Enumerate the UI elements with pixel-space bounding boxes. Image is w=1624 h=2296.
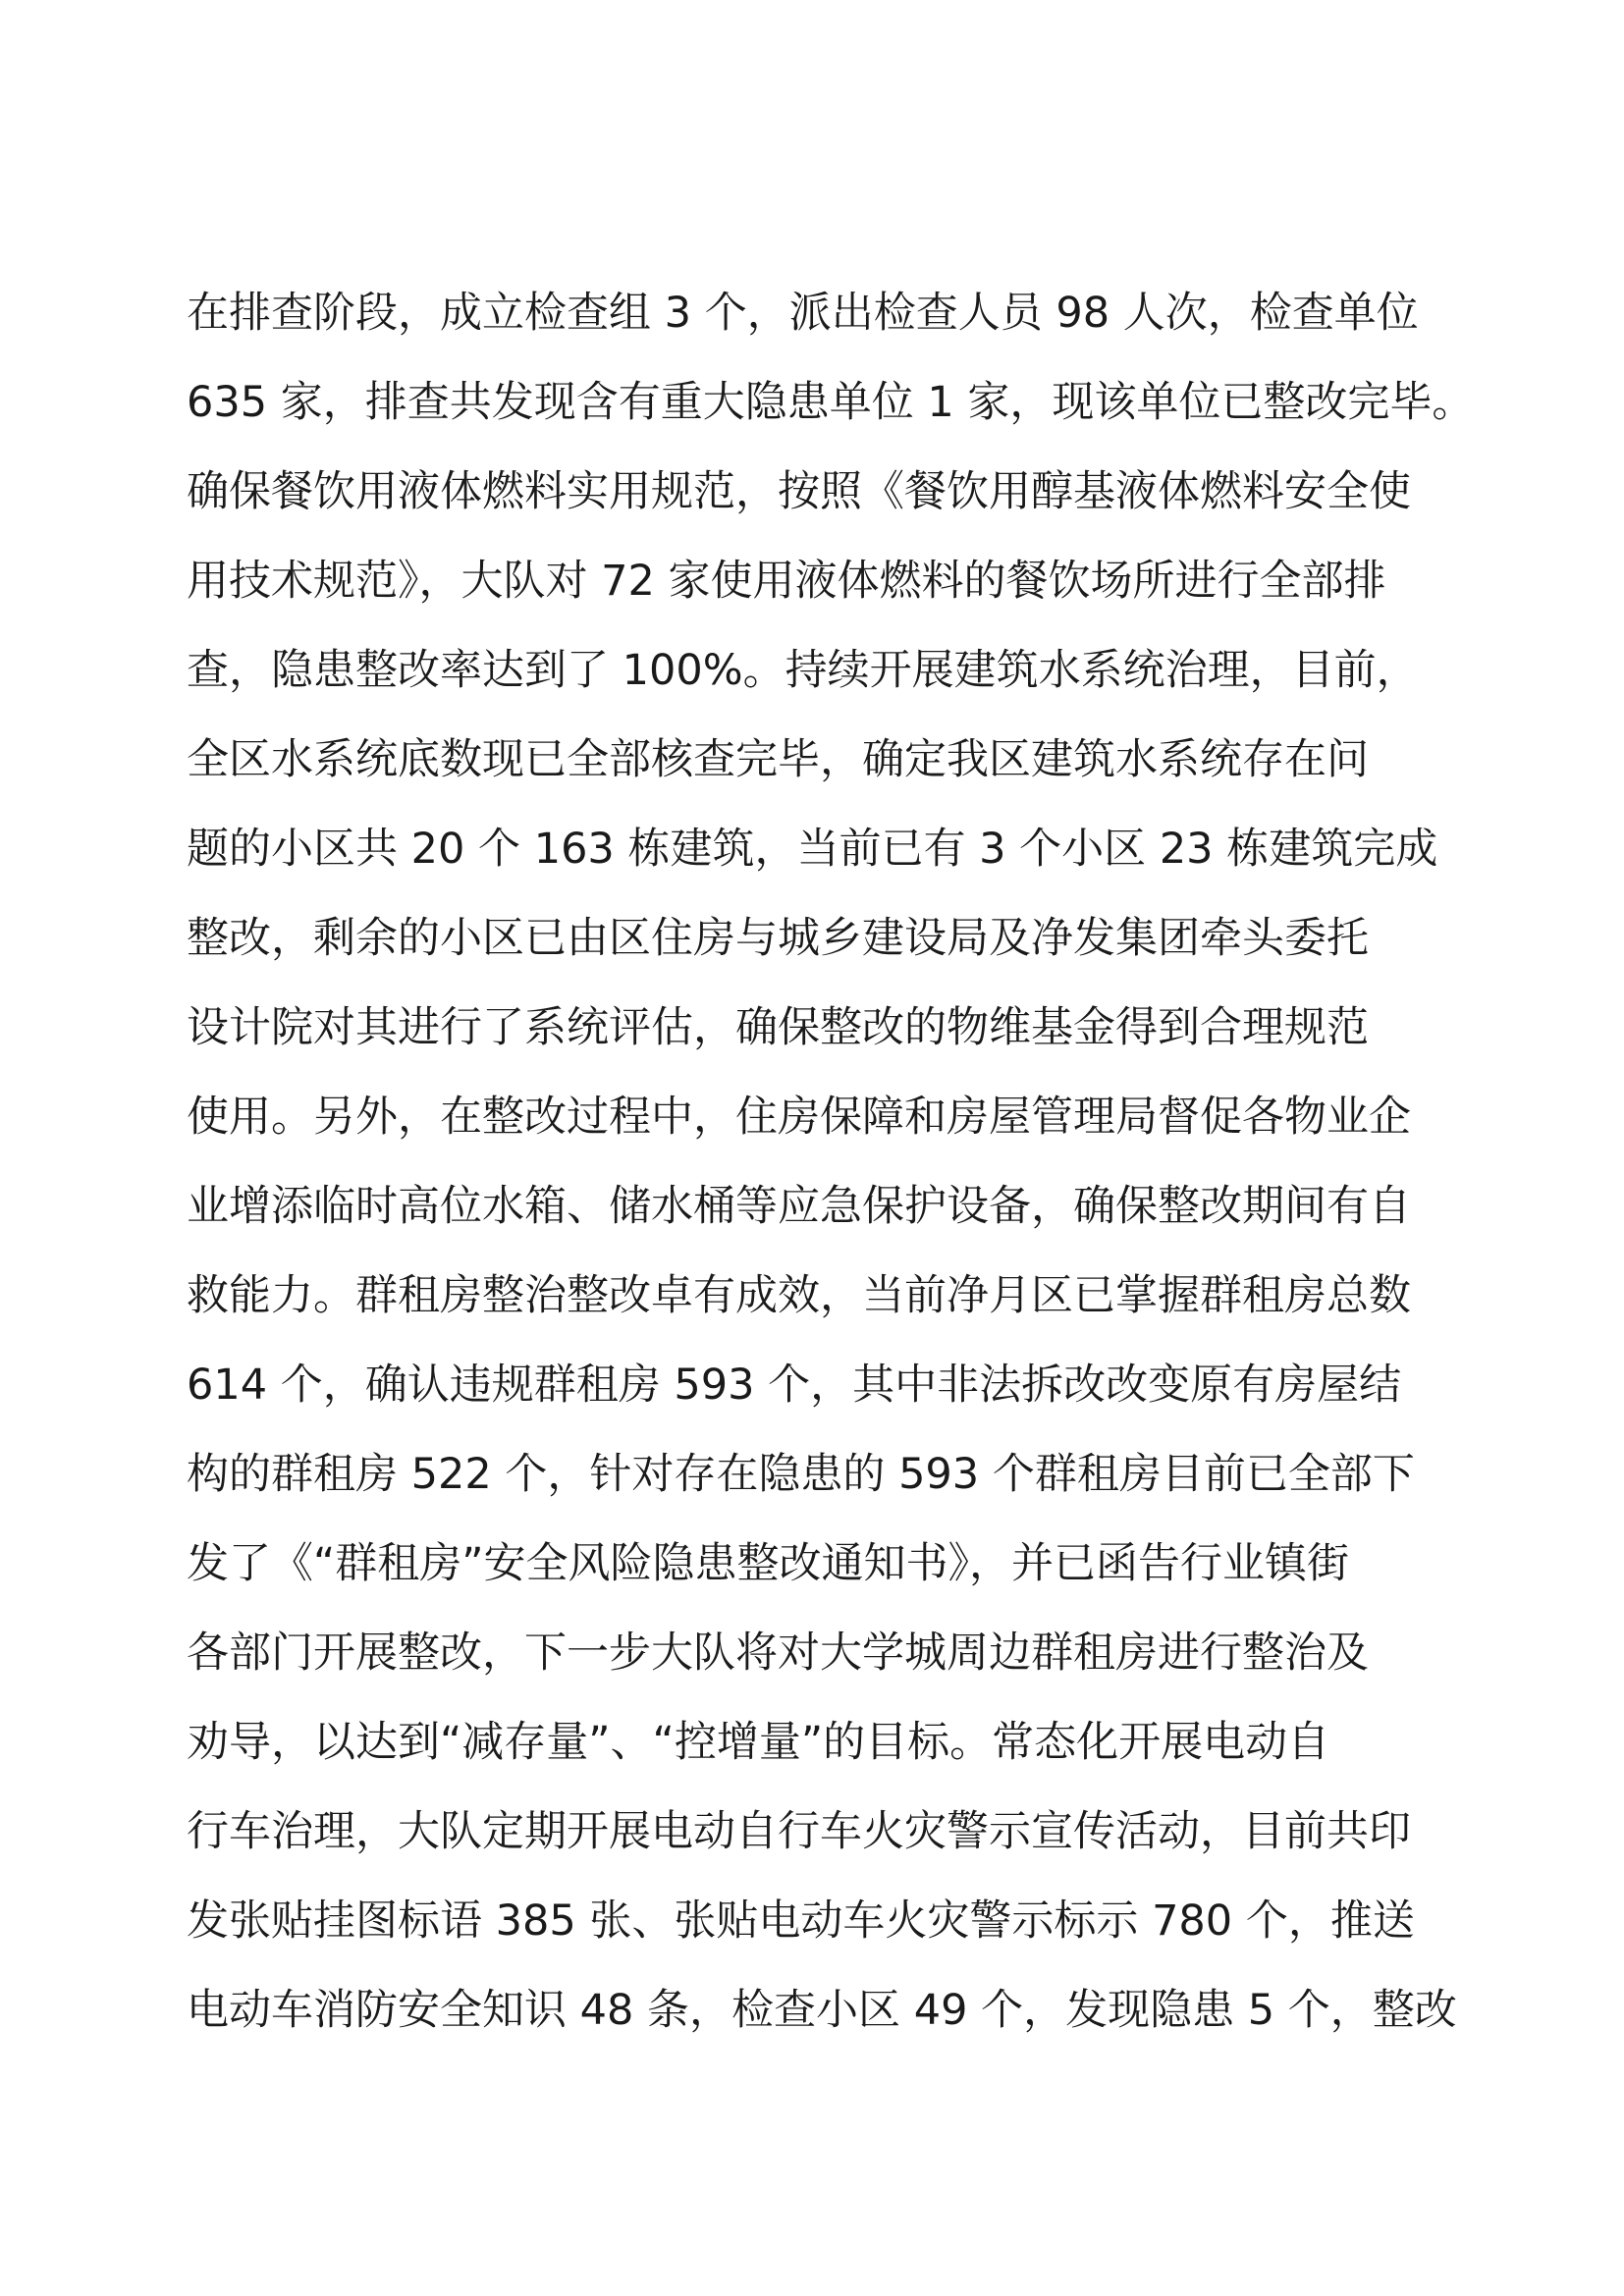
text-line: 635 家，排查共发现含有重大隐患单位 1 家，现该单位已整改完毕。 [187,378,1475,427]
text-line: 业增添临时高位水箱、储水桶等应急保护设备，确保整改期间有自 [187,1182,1411,1231]
text-line: 发了《“群租房”安全风险隐患整改通知书》，并已函告行业镇街 [187,1539,1350,1588]
body-paragraph [187,282,1475,2068]
text-line: 电动车消防安全知识 48 条，检查小区 49 个，发现隐患 5 个，整改 [187,1986,1457,2035]
text-line: 各部门开展整改，下一步大队将对大学城周边群租房进行整治及 [187,1629,1369,1678]
text-line: 救能力。群租房整治整改卓有成效，当前净月区已掌握群租房总数 [187,1271,1411,1320]
text-line: 全区水系统底数现已全部核查完毕，确定我区建筑水系统存在问 [187,735,1369,784]
text-line: 使用。另外，在整改过程中，住房保障和房屋管理局督促各物业企 [187,1093,1411,1142]
text-line: 设计院对其进行了系统评估，确保整改的物维基金得到合理规范 [187,1003,1369,1052]
text-line: 确保餐饮用液体燃料实用规范，按照《餐饮用醇基液体燃料安全使 [187,467,1411,516]
text-line: 用技术规范》，大队对 72 家使用液体燃料的餐饮场所进行全部排 [187,557,1386,606]
text-line: 题的小区共 20 个 163 栋建筑，当前已有 3 个小区 23 栋建筑完成 [187,825,1438,874]
text-line: 行车治理，大队定期开展电动自行车火灾警示宣传活动，目前共印 [187,1807,1411,1856]
text-line: 在排查阶段，成立检查组 3 个，派出检查人员 98 人次，检查单位 [187,289,1419,338]
text-line: 劝导，以达到“减存量”、“控增量”的目标。常态化开展电动自 [187,1718,1330,1767]
text-line: 构的群租房 522 个，针对存在隐患的 593 个群租房目前已全部下 [187,1450,1415,1499]
text-line: 查，隐患整改率达到了 100%。持续开展建筑水系统治理，目前， [187,646,1419,695]
text-line: 614 个，确认违规群租房 593 个，其中非法拆改改变原有房屋结 [187,1361,1402,1410]
text-line: 整改，剩余的小区已由区住房与城乡建设局及净发集团牵头委托 [187,914,1369,963]
text-line: 发张贴挂图标语 385 张、张贴电动车火灾警示标示 780 个，推送 [187,1896,1415,1946]
